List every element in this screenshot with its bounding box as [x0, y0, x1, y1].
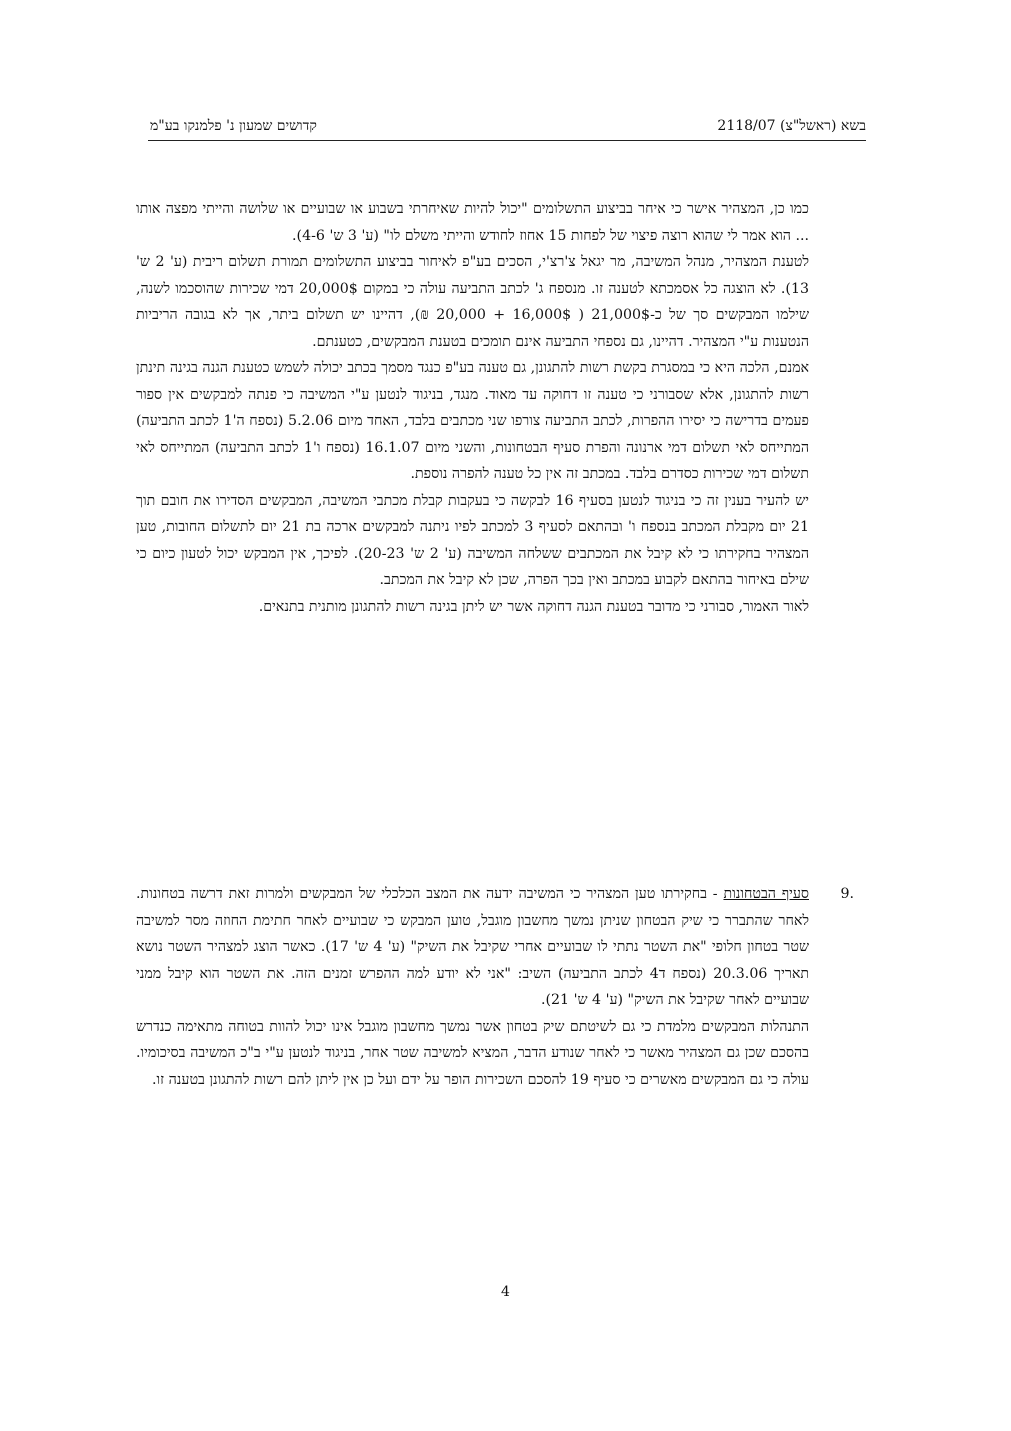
paragraph-1: כמו כן, המצהיר אישר כי איחר בביצוע התשלומים "יכול להיות שאיחרתי בשבוע או שבועיים או שלושה והייתי מפצה אותו ... הוא אמר לי שהוא רוצה פיצוי של לפחות 15 אחוז לחודש והייתי משלם לו" (ע' 3 ש' 4-6). [136, 201, 809, 244]
paragraph-5: לאור האמור, סבורני כי מדובר בטענת הגנה דחוקה אשר יש ליתן בגינה רשות להתגונן מותנית בתנאים. [258, 598, 809, 615]
case-name: קדושים שמעון נ' פלמנקו בע"מ [150, 118, 317, 134]
section-9-paragraph [136, 881, 809, 1014]
paragraph-4: יש להעיר בענין זה כי בניגוד לנטען בסעיף 16 לבקשה כי בעקבות קבלת מכתבי המשיבה, המבקשים הסדירו את חובם תוך 21 יום מקבלת המכתב בנספח ו' ובהתאם לסעיף 3 למכתב לפיו ניתנה למבקשים ארכה בת 21 יום לתשלום החובות, טען המצהיר בחקירתו כי לא קיבל את המכתבים ששלחה המשיבה (ע' 2 ש' 20-23). לפיכך, אין המבקש יכול לטעון כיום כי שילם באיחור בהתאם לקבוע במכתב ואין בכך הפרה, שכן לא קיבל את המכתב. [136, 492, 810, 588]
page-header [148, 116, 866, 141]
section-text: - בחקירתו טען המצהיר כי המשיבה ידעה את המצב הכלכלי של המבקשים ולמרות זאת דרשה בטחונות. לאחר שהתברר כי שיק הבטחון שניתן נמשך מחשבון מוגבל, טוען המבקש כי שבועיים לאחר חתימת החוזה מסר למשיבה שטר בטחון חלופי "את השטר נתתי לו שבועיים אחרי שקיבל את השיק" (ע' 4 ש' 17). כאשר הוצג למצהיר השטר נושא תאריך 20.3.06 (נספח ד4 לכתב התביעה) השיב: "אני לא יודע למה ההפרש זמנים הזה. את השטר הוא קיבל ממני שבועיים לאחר שקיבל את השיק" (ע' 4 ש' 21). [136, 886, 810, 1008]
section-9-continuation: התנהלות המבקשים מלמדת כי גם לשיטתם שיק בטחון אשר נמשך מחשבון מוגבל אינו יכול להוות בטוחה מתאימה כנדרש בהסכם שכן גם המצהיר מאשר כי לאחר שנודע הדבר, המציא למשיבה שטר אחר, בניגוד לנטען ע"י ב"כ המשיבה בסיכומיו. עולה כי גם המבקשים מאשרים כי סעיף 19 להסכם השכירות הופר על ידם ועל כן אין ליתן להם רשות להתגונן בטענה זו. [136, 1018, 809, 1088]
paragraph-2: לטענת המצהיר, מנהל המשיבה, מר יגאל צ'רצ'י, הסכים בע"פ לאיחור בביצוע התשלומים תמורת תשלום ריבית (ע' 2 ש' 13). לא הוצגה כל אסמכתא לטענה זו. מנספח ג' לכתב התביעה עולה כי במקום 20,000$ דמי שכירות שהוסכמו לשנה, שילמו המבקשים סך של כ-21,000$ ( 16,000$ + 20,000 ₪), דהיינו יש תשלום ביתר, אך לא בגובה הריביות הנטענות ע"י המצהיר. דהיינו, גם נספחי התביעה אינם תומכים בטענת המבקשים, כטענתם. [136, 254, 810, 350]
section-number: .9 [840, 886, 854, 902]
document-body [136, 196, 809, 620]
page-number: 4 [501, 1284, 510, 1300]
section-9 [136, 881, 854, 1093]
case-number: בשא (ראשל"צ) 2118/07 [717, 118, 866, 134]
paragraph-3: אמנם, הלכה היא כי במסגרת בקשת רשות להתגונן, גם טענה בע"פ כנגד מסמך בכתב יכולה לשמש כטענת הגנה בגינה תינתן רשות להתגונן, אלא שסבורני כי טענה זו דחוקה עד מאוד. מנגד, בניגוד לנטען ע"י המשיבה כי פנתה למבקשים אין ספור פעמים בדרישה כי יסירו ההפרות, לכתב התביעה צורפו שני מכתבים בלבד, האחד מיום 5.2.06 (נספח ה'1 לכתב התביעה) המתייחס לאי תשלום דמי ארנונה והפרת סעיף הבטחונות, והשני מיום 16.1.07 (נספח ו'1 לכתב התביעה) המתייחס לאי תשלום דמי שכירות כסדרם בלבד. במכתב זה אין כל טענה להפרה נוספת. [136, 360, 809, 482]
section-title: סעיף הבטחונות [723, 886, 809, 902]
